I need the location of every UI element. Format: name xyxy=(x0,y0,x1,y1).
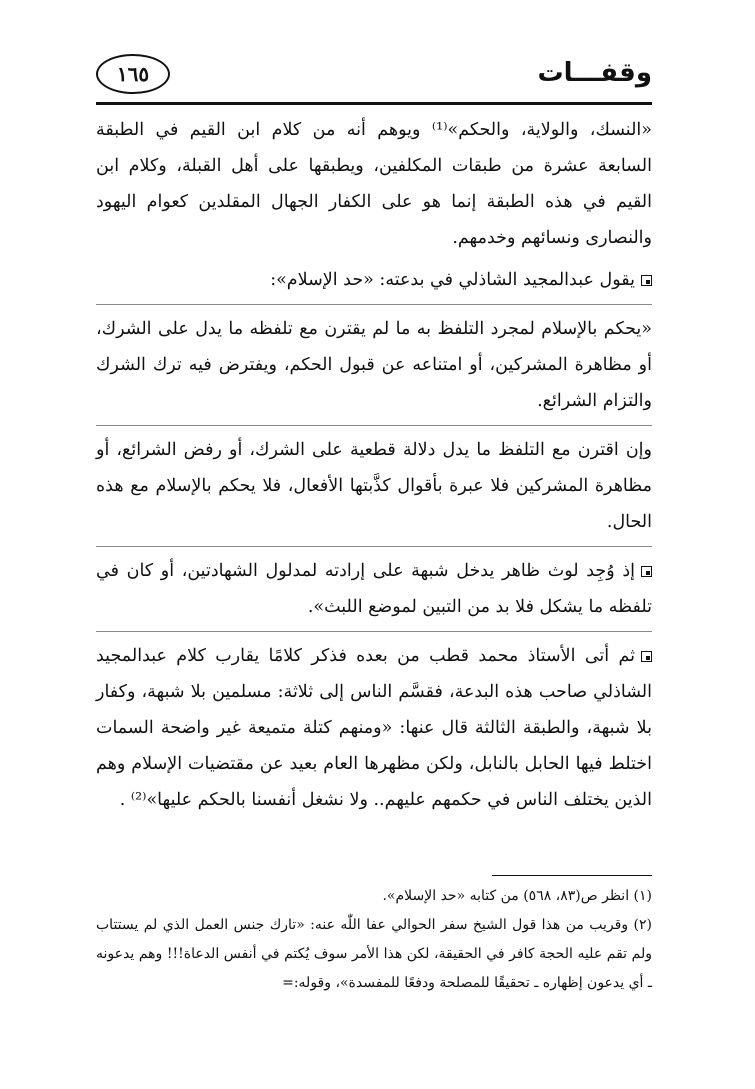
separator-line xyxy=(96,304,652,305)
square-bullet-icon xyxy=(641,566,652,577)
footnote-1: (١) انظر ص(٨٣، ٥٦٨) من كتابه «حد الإسلام». xyxy=(382,888,652,904)
footnote-2: (٢) وقريب من هذا قول الشيخ سفر الحوالي عفا اللّٰه عنه: «تارك جنس العمل الذي لم يستتاب ولم تقم عليه الحجة كافر في الحقيقة، لكن هذا الأمر سوف يُكتم في أنفس الدعاة!!! وهم يدعونه ـ أي يدعون إظهاره ـ تحقيقًا للمصلحة ودفعًا للمفسدة»، وقوله:= xyxy=(96,917,652,991)
footnotes xyxy=(96,882,652,998)
paragraph-2-text: يقول عبدالمجيد الشاذلي في بدعته: «حد الإسلام»: xyxy=(270,270,635,290)
book-title: وقفـــات xyxy=(537,58,652,88)
paragraph-5-text: إذ وُجِد لوث ظاهر يدخل شبهة على إرادته لمدلول الشهادتين، أو كان في تلفظه ما يشكل فلا بد من التبين لموضع اللبث». xyxy=(96,561,652,617)
paragraph-4: وإن اقترن مع التلفظ ما يدل دلالة قطعية على الشرك، أو رفض الشرائع، أو مظاهرة المشركين فلا عبرة بأقوال كذَّبتها الأفعال، فلا يحكم بالإسلام مع هذه الحال. xyxy=(96,440,652,532)
page-number: ١٦٥ xyxy=(96,54,170,94)
paragraph-5 xyxy=(96,553,652,625)
paragraph-2 xyxy=(96,262,652,298)
paragraph-6 xyxy=(96,638,652,818)
separator-line xyxy=(96,631,652,632)
main-text xyxy=(96,112,652,824)
paragraph-3: «يحكم بالإسلام لمجرد التلفظ به ما لم يقترن مع تلفظه ما يدل على الشرك، أو مظاهرة المشركين، أو امتناعه عن قبول الحكم، ويفترض فيه ترك الشرك والتزام الشرائع. xyxy=(96,319,652,411)
separator-line xyxy=(96,425,652,426)
paragraph-1: «النسك، والولاية، والحكم»⁽¹⁾ ويوهم أنه من كلام ابن القيم في الطبقة السابعة عشرة من طبقات المكلفين، ويطبقها على أهل القبلة، وكلام ابن القيم في هذه الطبقة إنما هو على الكفار الجهال المقلدين كعوام اليهود والنصارى ونسائهم وخدمهم. xyxy=(96,120,652,248)
footnote-divider xyxy=(492,875,652,876)
paragraph-6-text: ثم أتى الأستاذ محمد قطب من بعده فذكر كلامًا يقارب كلام عبدالمجيد الشاذلي صاحب هذه البدعة، فقسَّم الناس إلى ثلاثة: مسلمين بلا شبهة، وكفار بلا شبهة، والطبقة الثالثة قال عنها: «ومنهم كتلة متميعة غير واضحة السمات اختلط فيها الحابل بالنابل، ولكن مظهرها العام بعيد عن مقتضيات الإسلام وهم الذين يختلف الناس في حكمهم عليهم.. ولا نشغل أنفسنا بالحكم عليها»⁽²⁾ . xyxy=(96,646,652,810)
separator-line xyxy=(96,546,652,547)
square-bullet-icon xyxy=(641,275,652,286)
header-divider xyxy=(96,102,652,105)
square-bullet-icon xyxy=(641,651,652,662)
page-header xyxy=(96,54,652,102)
